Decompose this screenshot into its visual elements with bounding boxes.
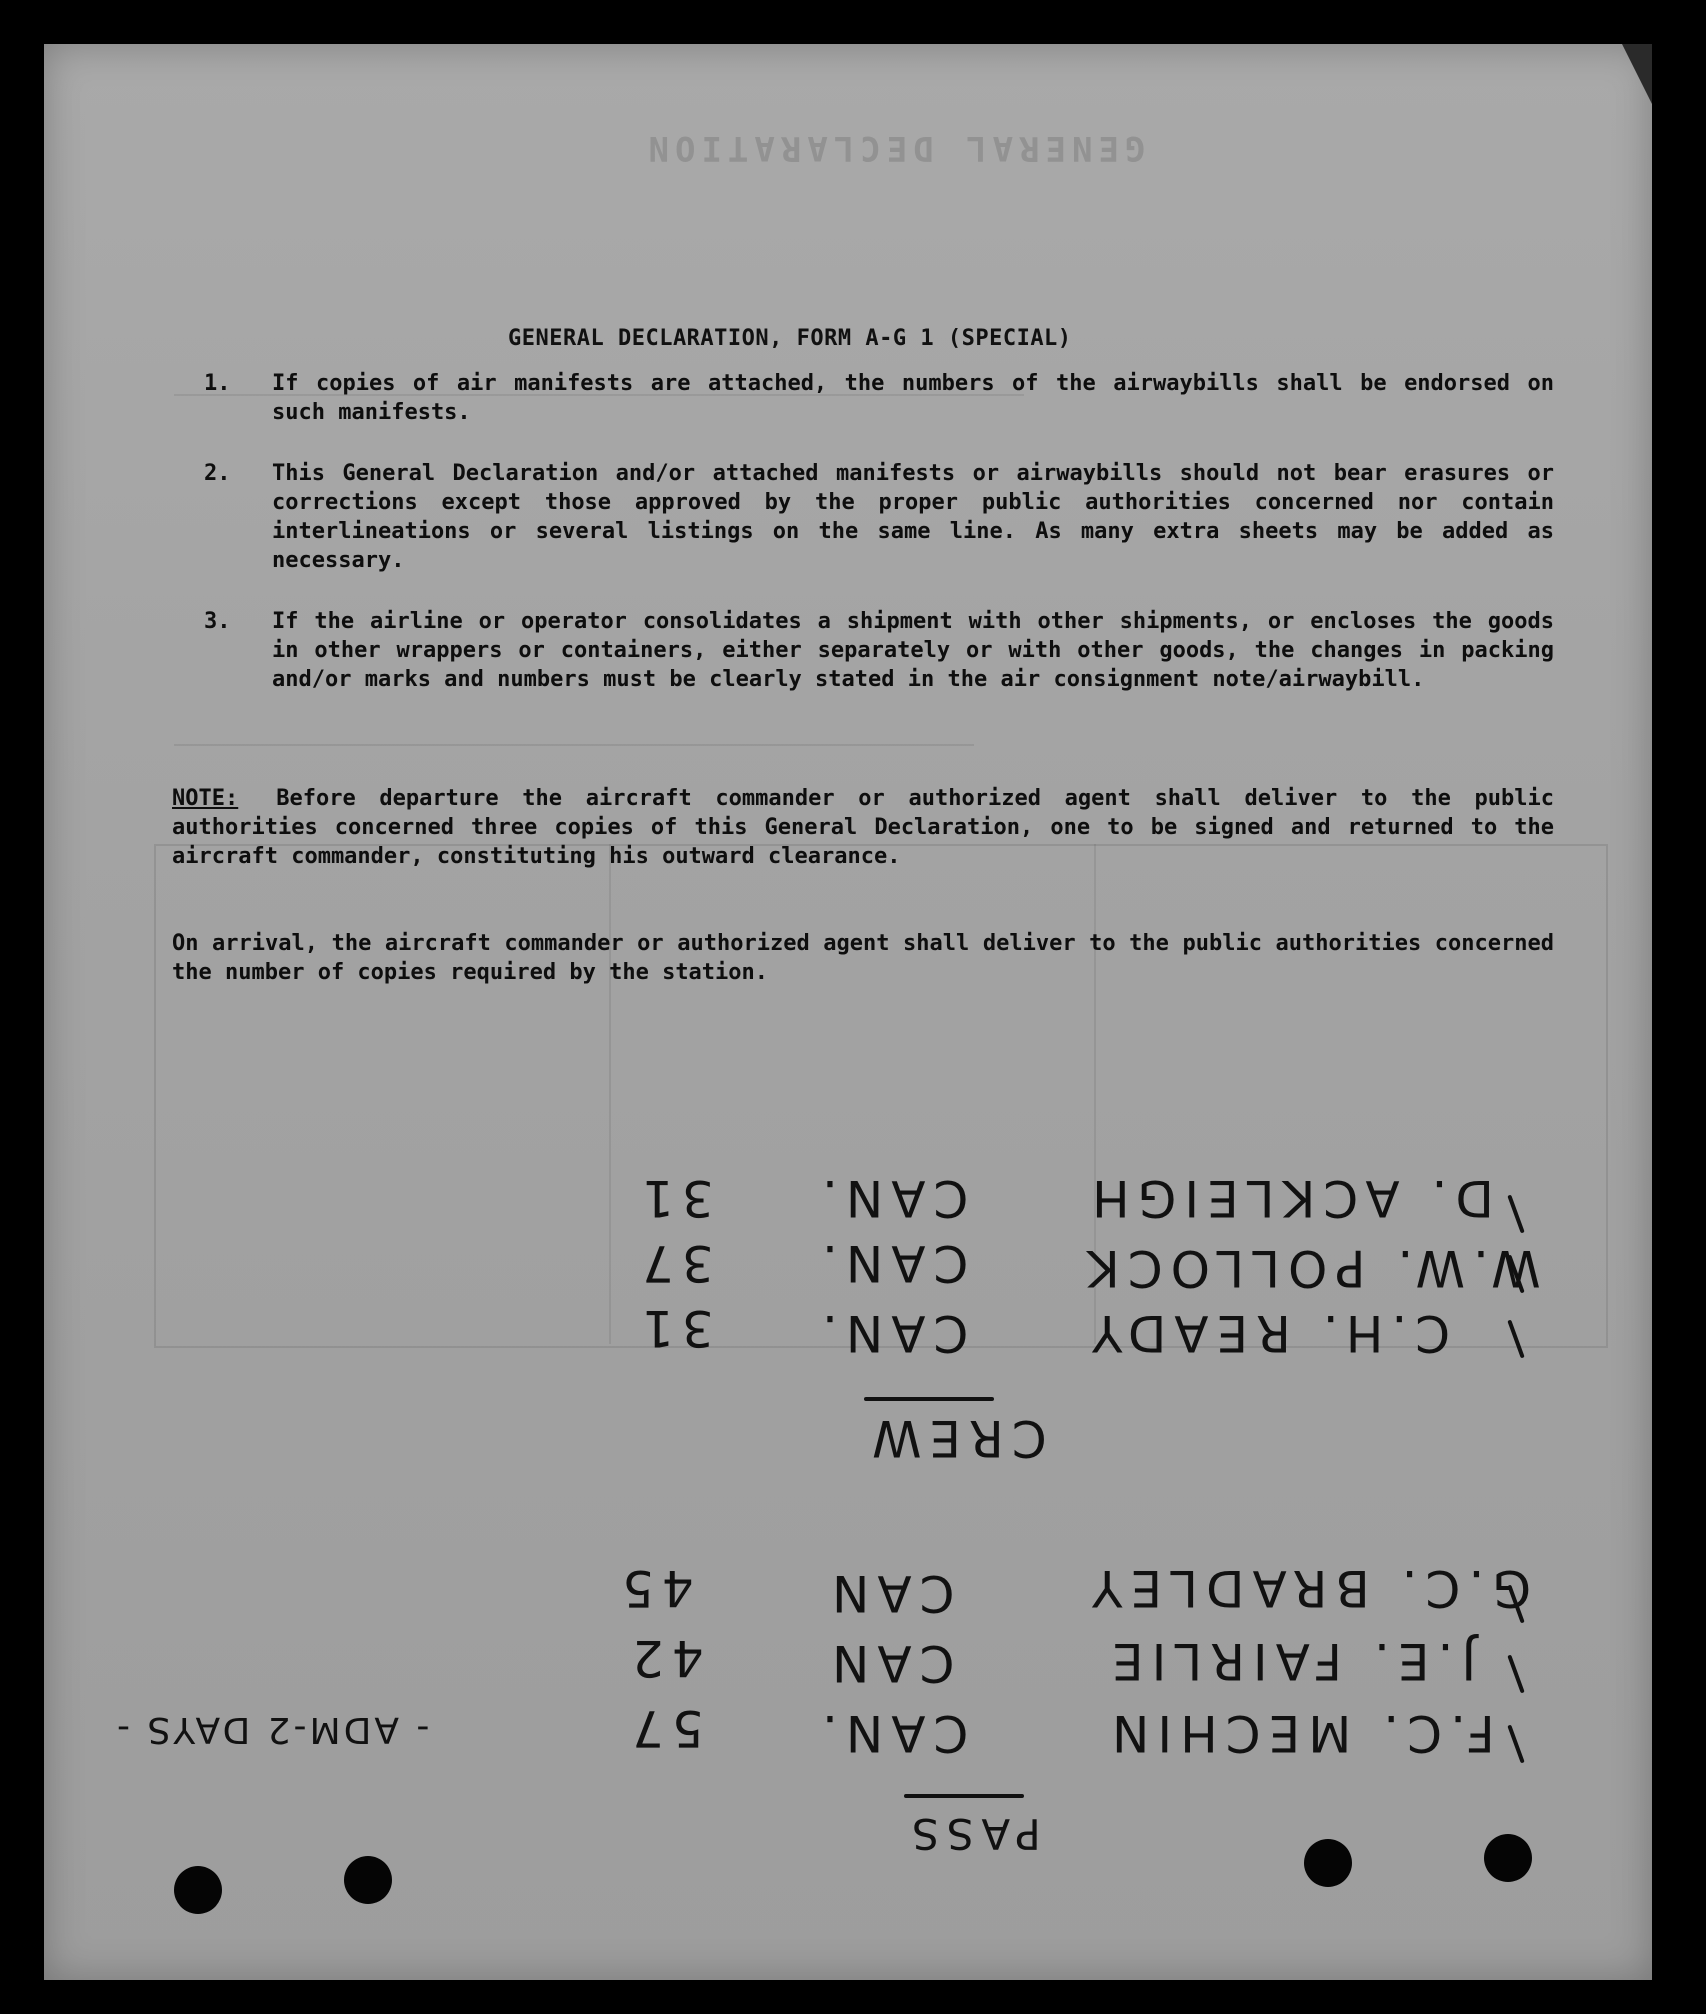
- form-title: GENERAL DECLARATION, FORM A-G 1 (SPECIAL): [508, 326, 1072, 351]
- handwritten-pass-label: PASS: [904, 1809, 1041, 1858]
- punch-hole: [174, 1866, 222, 1914]
- handwritten-name: G.C. BRADLEY: [1084, 1559, 1532, 1617]
- handwritten-nationality: CAN.: [814, 1169, 969, 1227]
- folded-corner: [1622, 44, 1652, 104]
- note-label: NOTE:: [172, 786, 239, 811]
- handwritten-name: D. ACKLEIGH: [1084, 1169, 1494, 1227]
- item-number: 2.: [204, 461, 231, 486]
- handwritten-rule: [904, 1794, 1024, 1798]
- handwritten-age: 37: [634, 1234, 714, 1292]
- handwritten-crew-label: CREW: [864, 1409, 1047, 1467]
- item-text: If copies of air manifests are attached, the numbers of the airwaybills shall be endorsed on such manifests.: [272, 371, 1554, 425]
- handwritten-name: W.W. POLLOCK: [1079, 1239, 1541, 1297]
- arrival-paragraph: On arrival, the aircraft commander or authorized agent shall deliver to the public authorities concerned the number of copies required by the station.: [172, 931, 1554, 985]
- handwritten-margin-note: - ADM-2 DAYS -: [114, 1709, 430, 1750]
- handwritten-name: F.C. MECHIN: [1104, 1704, 1495, 1762]
- handwritten-name: C.H. READY: [1084, 1304, 1451, 1362]
- item-number: 3.: [204, 609, 231, 634]
- punch-hole: [1484, 1834, 1532, 1882]
- item-text: This General Declaration and/or attached manifests or airwaybills should not bear erasures or corrections except those approved by the proper public authorities concerned nor contain interlineations or several listings on the same line. As many extra sheets may be added as necessary.: [272, 461, 1554, 573]
- handwritten-age: 42: [624, 1629, 704, 1687]
- handwritten-nationality: CAN.: [814, 1304, 969, 1362]
- handwritten-age: 31: [634, 1299, 714, 1357]
- check-mark: [1507, 1725, 1524, 1764]
- document-page: [44, 44, 1652, 1980]
- bleed-line: [609, 844, 611, 1344]
- punch-hole: [344, 1856, 392, 1904]
- punch-hole: [1304, 1839, 1352, 1887]
- handwritten-nationality: CAN.: [814, 1704, 969, 1762]
- handwritten-rule: [864, 1397, 994, 1401]
- reverse-bleed-text: GENERAL DECLARATION: [642, 128, 1146, 168]
- note-paragraph: [172, 784, 1554, 871]
- instruction-item: [164, 369, 1554, 427]
- handwritten-age: 57: [624, 1699, 704, 1757]
- check-mark: [1507, 1655, 1524, 1694]
- instruction-item: [164, 459, 1554, 575]
- item-number: 1.: [204, 371, 231, 396]
- handwritten-name: J.E. FAIRLIE: [1104, 1632, 1477, 1690]
- item-text: If the airline or operator consolidates a shipment with other shipments, or encloses the goods in other wrappers or containers, either separately or with other goods, the changes in packing and/or marks and numbers must be clearly stated in the air consignment note/airwaybill.: [272, 609, 1554, 692]
- handwritten-nationality: CAN: [824, 1564, 955, 1622]
- handwritten-nationality: CAN.: [814, 1234, 969, 1292]
- instruction-item: [164, 607, 1554, 694]
- note-text: Before departure the aircraft commander or authorized agent shall deliver to the public authorities concerned three copies of this General Declaration, one to be signed and returned to the aircraft commander, constituting his outward clearance.: [172, 786, 1554, 869]
- handwritten-age: 45: [614, 1559, 694, 1617]
- bleed-line: [174, 744, 974, 746]
- handwritten-nationality: CAN: [824, 1634, 955, 1692]
- handwritten-age: 31: [634, 1169, 714, 1227]
